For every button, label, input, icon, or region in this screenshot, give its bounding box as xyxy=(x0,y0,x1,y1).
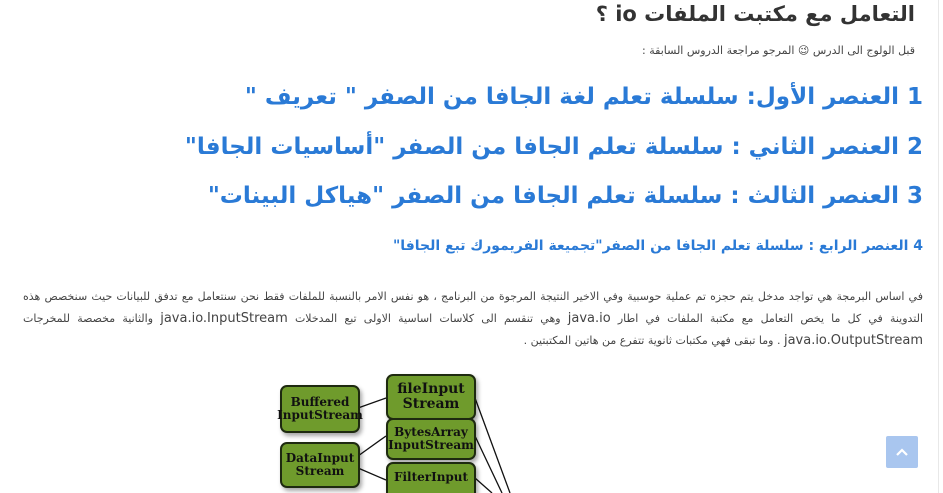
toc-link-2[interactable]: 2 العنصر الثاني : سلسلة تعلم الجافا من الصفر "أساسيات الجافا" xyxy=(184,134,923,160)
page-border xyxy=(938,0,939,493)
diagram-node-bytesarrayinputstream: BytesArray InputStream xyxy=(386,418,476,460)
diagram-node-filterinput: FilterInput xyxy=(386,462,476,493)
diagram-node-bufferedinputstream: Buffered InputStream xyxy=(280,385,360,433)
code-outputstream: java.io.OutputStream xyxy=(783,333,923,348)
diagram-node-datainputstream: DataInput Stream xyxy=(280,442,360,488)
paragraph-text: . وما تبقى فهي مكتبات ثانوية تتفرع من هاتين المكتبتين . xyxy=(523,334,781,347)
diagram-node-fileinputstream: fileInput Stream xyxy=(386,374,476,420)
toc-link-1[interactable]: 1 العنصر الأول: سلسلة تعلم لغة الجافا من الصفر " تعريف " xyxy=(244,84,923,110)
paragraph-text: في اساس البرمجة هي تواجد مدخل يتم حجزه تم عملية حوسبية وفي الاخير النتيجة المرجوة من البرنامج ، هو نفس الامر بالنسبة للملفات فقط نحن سنتعامل مع تدفق للبيانات حيث سنخصص هذه التدوينة في كل ما يخص التعامل مع مكتبة الملفات في اطار xyxy=(23,290,924,325)
article-heading: التعامل مع مكتبت الملفات io ؟ xyxy=(595,2,915,26)
article-paragraph xyxy=(23,286,923,352)
io-class-diagram xyxy=(270,368,530,493)
paragraph-text: والثانية مخصصة للمخرجات xyxy=(23,312,154,325)
paragraph-text: وهي تنقسم الى كلاسات اساسية الاولى تبع المدخلات xyxy=(294,312,561,325)
code-java-io: java.io xyxy=(567,311,611,326)
code-inputstream: java.io.InputStream xyxy=(160,311,288,326)
scroll-to-top-button[interactable] xyxy=(886,436,918,468)
toc-link-3[interactable]: 3 العنصر الثالث : سلسلة تعلم الجافا من الصفر "هياكل البينات" xyxy=(207,183,923,209)
chevron-up-icon xyxy=(895,447,909,457)
toc-link-4[interactable]: 4 العنصر الرابع : سلسلة تعلم الجافا من الصفر"تجميعة الفريمورك تبع الجافا" xyxy=(393,238,923,254)
intro-text: قبل الولوج الى الدرس 😉 المرجو مراجعة الدروس السابقة : xyxy=(642,44,915,57)
